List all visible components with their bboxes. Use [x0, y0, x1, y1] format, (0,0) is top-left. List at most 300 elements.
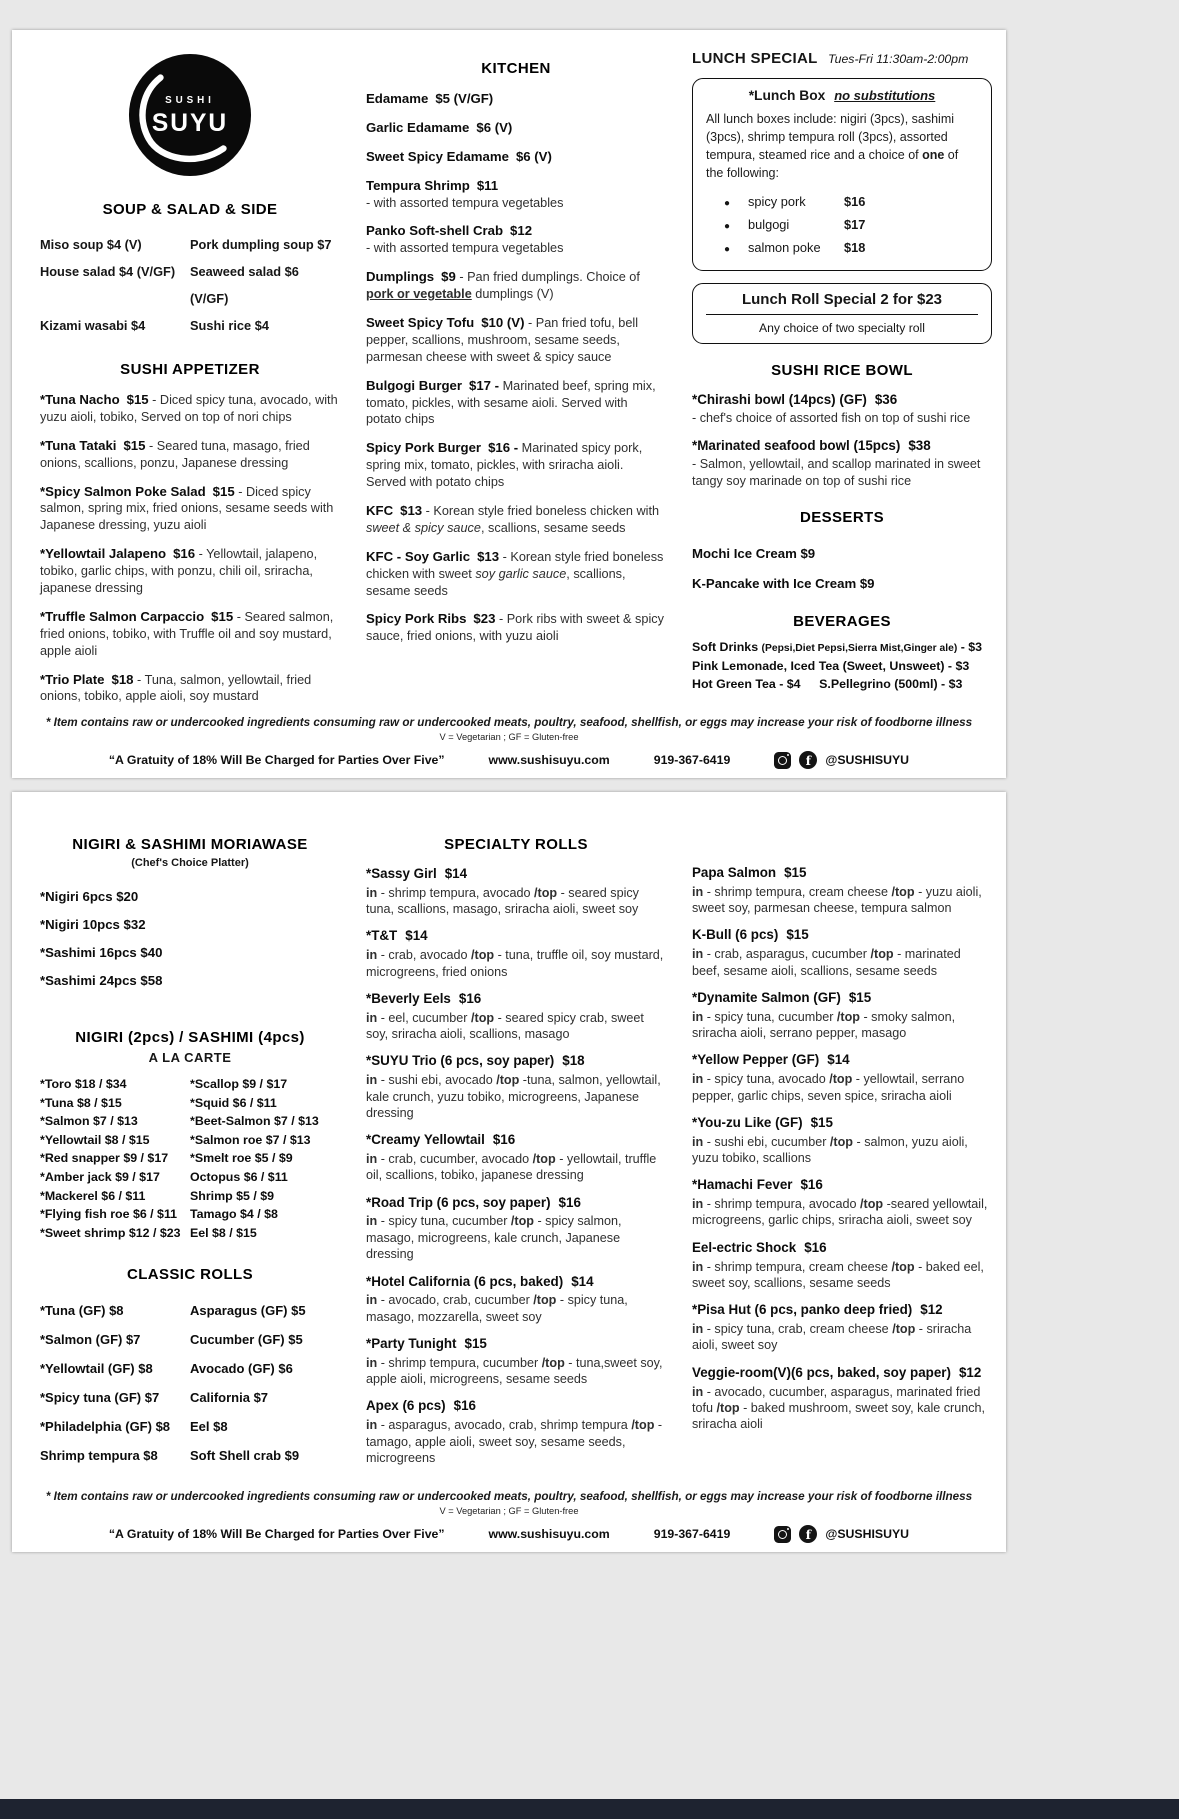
section-title-sushi-rice-bowl: SUSHI RICE BOWL [771, 361, 913, 379]
item-name: *Dynamite Salmon (GF) [692, 989, 841, 1005]
logo-text-suyu: SUYU [151, 109, 229, 137]
menu-item [366, 90, 666, 108]
item-name: Eel-ectric Shock [692, 1239, 797, 1255]
option-name: salmon poke [748, 239, 821, 255]
menu-cell: *Scallop $9 / $17 [190, 1077, 288, 1091]
menu-row [40, 312, 340, 339]
menu-item [40, 437, 340, 472]
lunch-box-title: *Lunch Box [748, 88, 826, 103]
gratuity-note: “A Gratuity of 18% Will Be Charged for Parties Over Five” [108, 753, 445, 767]
menu-cell: Pork dumpling soup $7 [190, 237, 332, 252]
menu-item [366, 1336, 666, 1387]
item-name: *You-zu Like (GF) [692, 1114, 803, 1130]
lunch-box-title-line [706, 88, 978, 103]
item-price: $16 [173, 546, 196, 562]
menu-cell: *Flying fish roe $6 / $11 [40, 1207, 178, 1222]
item-price: $16 [458, 990, 482, 1006]
item-name: Panko Soft-shell Crab [366, 223, 504, 239]
item-name: *Pisa Hut (6 pcs, panko deep fried) [692, 1302, 913, 1318]
item-name-line [692, 1052, 992, 1069]
item-price: $5 (V/GF) [435, 91, 494, 106]
lunch-roll-special-panel [692, 283, 992, 344]
menu-row [40, 1131, 340, 1150]
item-price: $10 (V) [481, 315, 525, 331]
menu-cell: *Sweet shrimp $12 / $23 [40, 1225, 181, 1240]
lunch-special-title: LUNCH SPECIAL [692, 50, 818, 67]
lunch-box-note: no substitutions [834, 88, 936, 103]
menu-item [692, 392, 992, 427]
item-description: - Yellowtail, jalapeno, tobiko, garlic chips, with ponzu, chili oil, sriracha, japanese dressing [40, 547, 318, 596]
item-name: *Hotel California (6 pcs, baked) [366, 1273, 564, 1289]
item-name: Spicy Pork Ribs [366, 611, 467, 627]
item-price: $9 [441, 269, 456, 285]
menu-cell: *Amber jack $9 / $17 [40, 1169, 160, 1184]
item-name: *Spicy Salmon Poke Salad [40, 483, 206, 499]
item-price: $15 [126, 392, 149, 407]
item-name: *Marinated seafood bowl (15pcs) [692, 437, 901, 453]
section-title-classic-rolls: CLASSIC ROLLS [126, 1266, 254, 1284]
lunch-box-option [724, 237, 978, 260]
menu-item [366, 222, 666, 257]
lunch-special-header [692, 50, 992, 68]
item-price: $16 [492, 1132, 516, 1148]
item-name: Veggie-room(V)(6 pcs, baked, soy paper) [692, 1364, 951, 1380]
item-name: *Yellowtail Jalapeno [40, 546, 167, 562]
menu-cell: Cucumber (GF) $5 [190, 1332, 303, 1348]
item-name: *Party Tunight [366, 1336, 457, 1351]
item-description: - Diced spicy tuna, avocado, with yuzu aioli, tobiko, Served on top of nori chips [40, 393, 338, 424]
item-description: - chef's choice of assorted fish on top of sushi rice [692, 411, 971, 426]
item-description: - with assorted tempura vegetables [366, 195, 564, 210]
column-specialty-b [692, 820, 992, 1477]
menu-item [366, 119, 666, 137]
item-name-line [692, 1240, 992, 1257]
item-description: - with assorted tempura vegetables [366, 241, 564, 256]
menu-cell: Sushi rice $4 [190, 318, 269, 333]
menu-row [40, 258, 340, 312]
item-price: $14 [827, 1052, 850, 1068]
menu-cell: Octopus $6 / $11 [190, 1169, 288, 1184]
item-name-line [366, 1053, 666, 1070]
item-name-line [692, 1115, 992, 1132]
item-name-line [366, 866, 666, 883]
item-name: Garlic Edamame [366, 119, 470, 135]
menu-item [40, 391, 340, 426]
menu-item [692, 990, 992, 1041]
item-description: in - avocado, cucumber, asparagus, marinated fried tofu /top - baked mushroom, sweet soy, kale crunch, sriracha aioli [692, 1384, 986, 1432]
item-description: Marinated spicy pork, spring mix, tomato, pickles, with sriracha aioli. Served with potato chips [366, 441, 643, 490]
item-price: $12 [958, 1364, 982, 1380]
menu-cell: Eel $8 [190, 1419, 228, 1435]
option-name: spicy pork [748, 193, 806, 209]
menu-item [40, 671, 340, 706]
menu-item [366, 1274, 666, 1325]
item-name: *Sassy Girl [366, 866, 437, 881]
bullet-icon: ● [724, 243, 731, 255]
menu-item [692, 438, 992, 489]
page1-columns [12, 30, 1006, 716]
rice-bowl-list [692, 392, 992, 490]
menu-row [40, 231, 340, 258]
lunch-box-option [724, 191, 978, 214]
menu-row [40, 1094, 340, 1113]
item-price: $15 [212, 483, 235, 499]
item-description: - Korean style fried boneless chicken with sweet & spicy sauce, scallions, sesame seeds [366, 504, 660, 535]
menu-item [366, 268, 666, 303]
item-name-line [366, 1132, 666, 1149]
item-name: Bulgogi Burger [366, 377, 462, 393]
menu-cell: *Smelt roe $5 / $9 [190, 1151, 293, 1166]
item-name: *Truffle Salmon Carpaccio [40, 608, 205, 624]
lunch-box-option [724, 214, 978, 237]
menu-cell: House salad $4 (V/GF) [40, 264, 176, 279]
menu-item [366, 314, 666, 366]
menu-page-1 [12, 30, 1006, 778]
menu-cell: Asparagus (GF) $5 [190, 1303, 306, 1319]
menu-cell: *Mackerel $6 / $11 [40, 1188, 146, 1203]
item-description: - Pork ribs with sweet & spicy sauce, fried onions, with yuzu aioli [366, 612, 664, 644]
specialty-rolls-list-a [366, 866, 666, 1466]
item-price: $15 [848, 989, 872, 1005]
menu-row [40, 1205, 340, 1224]
section-title-soup-salad-side: SOUP & SALAD & SIDE [102, 201, 278, 218]
menu-cell: Miso soup $4 (V) [40, 237, 142, 252]
menu-item [692, 1115, 992, 1166]
menu-cell: *Salmon (GF) $7 [40, 1332, 141, 1348]
website-text: www.sushisuyu.com [488, 1527, 610, 1541]
item-name: *Creamy Yellowtail [366, 1132, 485, 1148]
menu-item [692, 865, 992, 916]
item-price: $23 [473, 611, 496, 627]
taskbar-strip [0, 1799, 1179, 1819]
social-handle: @SUSHISUYU [825, 753, 910, 767]
alacarte-subtitle: A LA CARTE [148, 1050, 232, 1065]
item-name: *Tuna Nacho [40, 392, 120, 407]
item-name: Tempura Shrimp [366, 177, 470, 193]
item-description: - Pan fried tofu, bell pepper, scallions, mushroom, sesame seeds, parmesan cheese with sweet & spicy sauce [366, 316, 639, 364]
item-name: *SUYU Trio (6 pcs, soy paper) [366, 1053, 555, 1069]
option-price: $18 [844, 239, 866, 255]
item-price: $13 [400, 503, 423, 519]
menu-item [366, 439, 666, 491]
page1-footer [12, 716, 1006, 769]
menu-row [40, 1383, 340, 1412]
item-price: $16 [804, 1239, 827, 1255]
item-price: $36 [874, 391, 898, 407]
menu-item [366, 1053, 666, 1121]
item-name: Dumplings [366, 269, 435, 285]
website-text: www.sushisuyu.com [488, 753, 610, 767]
menu-cell: Seaweed salad $6 (V/GF) [190, 264, 299, 306]
item-name: *Chirashi bowl (14pcs) (GF) [692, 391, 867, 407]
item-name: Apex (6 pcs) [366, 1398, 446, 1414]
item-name-line [366, 1274, 666, 1291]
sushi-appetizer-list [40, 391, 340, 705]
menu-item [692, 1240, 992, 1291]
menu-item [366, 377, 666, 429]
menu-item [366, 991, 666, 1042]
menu-row [40, 1149, 340, 1168]
item-name: Edamame [366, 91, 429, 106]
suyu-logo-image [127, 52, 253, 178]
menu-cell: *Salmon roe $7 / $13 [190, 1132, 311, 1147]
item-description: - Salmon, yellowtail, and scallop marinated in sweet tangy soy marinade on top of sushi rice [692, 457, 981, 488]
menu-page-2 [12, 792, 1006, 1552]
lunch-roll-special-title: Lunch Roll Special 2 for $23 [741, 290, 943, 308]
item-name: *Hamachi Fever [692, 1177, 793, 1193]
legend-text: V = Vegetarian ; GF = Gluten-free [439, 1506, 579, 1516]
item-price: $18 [111, 671, 134, 687]
item-name: K-Bull (6 pcs) [692, 927, 779, 943]
soup-salad-list [40, 231, 340, 339]
menu-item [366, 502, 666, 537]
beverages-list [692, 638, 992, 694]
menu-item [692, 1177, 992, 1228]
item-price: $15 [211, 608, 234, 624]
item-price: $38 [908, 437, 931, 453]
menu-row [40, 1325, 340, 1354]
footer-info-row [12, 751, 1006, 769]
item-description: in - crab, cucumber, avocado /top - yellowtail, truffle oil, scallions, tobiko, japanese dressing [366, 1151, 657, 1183]
item-description: in - sushi ebi, cucumber /top - salmon, yuzu aioli, yuzu tobiko, scallions [692, 1134, 968, 1165]
item-description: - Diced spicy salmon, spring mix, fried onions, sesame seeds with Japanese dressing, yuzu aioli [40, 484, 334, 533]
menu-cell: Shrimp tempura $8 [40, 1448, 158, 1464]
column-lunch [692, 44, 992, 716]
menu-cell: Tamago $4 / $8 [190, 1207, 278, 1222]
menu-row [40, 1075, 340, 1094]
item-description: in - spicy tuna, crab, cream cheese /top - sriracha aioli, sweet soy [692, 1322, 972, 1353]
item-name: Sweet Spicy Edamame [366, 148, 509, 164]
item-price: $12 [510, 223, 533, 239]
item-price: $13 [477, 548, 500, 564]
menu-row [40, 1187, 340, 1206]
item-price: $15 [810, 1114, 833, 1130]
bullet-icon: ● [724, 197, 731, 209]
menu-cell: *Tuna (GF) $8 [40, 1303, 124, 1319]
menu-line: Mochi Ice Cream $9 [692, 546, 816, 562]
menu-cell: Soft Shell crab $9 [190, 1448, 300, 1464]
gratuity-note: “A Gratuity of 18% Will Be Charged for Parties Over Five” [108, 1527, 445, 1541]
item-name: *Trio Plate [40, 671, 105, 687]
legend-text: V = Vegetarian ; GF = Gluten-free [439, 732, 579, 742]
column-kitchen [366, 44, 666, 716]
raw-food-disclaimer: * Item contains raw or undercooked ingredients consuming raw or undercooked meats, poultry, seafood, shellfish, or eggs may increase your risk of foodborne illness [45, 1490, 973, 1503]
item-description: in - shrimp tempura, avocado /top -seared yellowtail, microgreens, garlic chips, sriracha aioli, sweet soy [692, 1197, 988, 1228]
social-handle-group [774, 751, 909, 769]
moriawase-list [40, 883, 340, 995]
item-price: $16 [453, 1398, 476, 1414]
item-price: $6 (V) [476, 119, 513, 135]
instagram-icon [774, 752, 791, 769]
item-name-line [692, 1302, 992, 1319]
lunch-roll-special-subtitle: Any choice of two specialty roll [706, 314, 978, 335]
item-description: - Korean style fried boneless chicken with sweet soy garlic sauce, scallions, sesame seeds [366, 549, 664, 598]
item-name: *T&T [366, 928, 398, 944]
item-price: $12 [920, 1302, 943, 1318]
menu-item [366, 1132, 666, 1183]
item-price: $17 - [468, 377, 500, 393]
classic-rolls-list [40, 1296, 340, 1470]
item-description: in - eel, cucumber /top - seared spicy crab, sweet soy, sriracha aioli, scallions, masago [366, 1010, 644, 1042]
menu-cell: *Squid $6 / $11 [190, 1095, 277, 1110]
menu-item [366, 148, 666, 166]
menu-line: Soft Drinks (Pepsi,Diet Pepsi,Sierra Mist,Ginger ale) - $3 [692, 640, 983, 655]
facebook-icon [799, 751, 817, 769]
facebook-icon [799, 1525, 817, 1543]
menu-row [40, 1112, 340, 1131]
menu-cell: Kizami wasabi $4 [40, 318, 146, 333]
menu-cell: Shrimp $5 / $9 [190, 1188, 275, 1203]
menu-item [366, 177, 666, 212]
option-price: $17 [844, 216, 866, 232]
section-title-sushi-appetizer: SUSHI APPETIZER [120, 361, 260, 378]
menu-cell: California $7 [190, 1390, 269, 1406]
item-name-line [692, 1365, 992, 1382]
menu-item [366, 548, 666, 600]
item-name: KFC - Soy Garlic [366, 548, 471, 564]
menu-line: *Nigiri 10pcs $32 [40, 917, 146, 932]
menu-row [40, 1296, 340, 1325]
item-price: $6 (V) [515, 148, 552, 164]
menu-item [366, 1195, 666, 1263]
item-description: in - spicy tuna, avocado /top - yellowtail, serrano pepper, garlic chips, seven spice, sriracha aioli [692, 1072, 965, 1103]
section-title-specialty-rolls: SPECIALTY ROLLS [444, 836, 588, 853]
raw-food-disclaimer: * Item contains raw or undercooked ingredients consuming raw or undercooked meats, poultry, seafood, shellfish, or eggs may increase your risk of foodborne illness [45, 716, 973, 729]
menu-line: *Sashimi 16pcs $40 [40, 945, 163, 960]
menu-cell: *Yellowtail $8 / $15 [40, 1132, 150, 1147]
item-description: in - shrimp tempura, cream cheese /top - baked eel, sweet soy, scallions, sesame seeds [692, 1259, 984, 1290]
menu-item [40, 545, 340, 597]
section-title-moriawase: NIGIRI & SASHIMI MORIAWASE [72, 836, 308, 853]
menu-line: Pink Lemonade, Iced Tea (Sweet, Unsweet) - $3 [692, 658, 970, 673]
item-description: in - crab, asparagus, cucumber /top - marinated beef, sesame aioli, scallions, sesame seeds [692, 947, 961, 978]
item-name-line [366, 1195, 666, 1212]
item-name-line [692, 392, 992, 409]
suyu-logo [40, 52, 340, 183]
item-name: Papa Salmon [692, 865, 777, 880]
lunch-box-options [706, 191, 978, 260]
section-title-alacarte: NIGIRI (2pcs) / SASHIMI (4pcs) [75, 1029, 305, 1046]
item-name-line [366, 1336, 666, 1353]
item-price: $14 [444, 866, 468, 881]
section-title-desserts: DESSERTS [799, 509, 885, 527]
social-handle: @SUSHISUYU [825, 1527, 910, 1541]
section-title-beverages: BEVERAGES [793, 613, 891, 631]
item-description: - Seared tuna, masago, fried onions, scallions, ponzu, Japanese dressing [40, 438, 310, 470]
lunch-box-panel [692, 78, 992, 271]
item-name: *Yellow Pepper (GF) [692, 1052, 820, 1068]
item-description: - Seared salmon, fried onions, tobiko, with Truffle oil and soy mustard, apple aioli [40, 609, 334, 658]
item-description: in - crab, avocado /top - tuna, truffle oil, soy mustard, microgreens, fried onions [366, 948, 664, 979]
item-price: $14 [571, 1273, 594, 1289]
menu-line: Hot Green Tea - $4 S.Pellegrino (500ml) - $3 [692, 677, 963, 692]
item-price: $18 [562, 1053, 585, 1069]
item-description: in - shrimp tempura, avocado /top - seared spicy tuna, scallions, masago, sriracha aioli, sweet soy [366, 885, 639, 917]
item-name-line [692, 927, 992, 944]
menu-item [366, 928, 666, 979]
item-price: $16 [558, 1194, 581, 1210]
menu-cell: *Beet-Salmon $7 / $13 [190, 1114, 319, 1129]
page2-footer [12, 1490, 1006, 1543]
item-description: Marinated beef, spring mix, tomato, pickles, with sesame aioli. Served with potato chips [366, 378, 656, 427]
item-name: *Road Trip (6 pcs, soy paper) [366, 1194, 551, 1210]
item-price: $15 [786, 927, 809, 943]
item-description: in - shrimp tempura, cucumber /top - tuna,sweet soy, apple aioli, microgreens, sesame seeds [366, 1355, 663, 1387]
item-price: $11 [476, 177, 499, 193]
item-name: Spicy Pork Burger [366, 440, 482, 456]
menu-item [692, 1365, 992, 1433]
menu-line: K-Pancake with Ice Cream $9 [692, 576, 875, 592]
item-price: $15 [464, 1336, 487, 1351]
column-left [40, 44, 340, 716]
menu-item [692, 1052, 992, 1103]
menu-line: *Nigiri 6pcs $20 [40, 889, 139, 904]
menu-line: *Sashimi 24pcs $58 [40, 973, 163, 988]
item-name-line [692, 990, 992, 1007]
logo-text-sushi: SUSHI [165, 95, 215, 107]
menu-cell: *Tuna $8 / $15 [40, 1095, 122, 1110]
lunch-special-hours: Tues-Fri 11:30am-2:00pm [828, 52, 969, 66]
menu-cell: Avocado (GF) $6 [190, 1361, 293, 1377]
item-name-line [366, 1398, 666, 1415]
kitchen-list [366, 90, 666, 645]
item-price: $16 - [488, 440, 519, 456]
menu-cell: *Salmon $7 / $13 [40, 1114, 138, 1129]
menu-item [366, 1398, 666, 1466]
menu-cell: *Spicy tuna (GF) $7 [40, 1390, 160, 1406]
column-nigiri-sashimi [40, 820, 340, 1477]
item-description: in - shrimp tempura, cream cheese /top - yuzu aioli, sweet soy, parmesan cheese, tempura salmon [692, 884, 982, 916]
menu-row [40, 1354, 340, 1383]
option-price: $16 [844, 193, 866, 209]
menu-item [692, 1302, 992, 1353]
menu-item [692, 927, 992, 978]
menu-item [40, 608, 340, 660]
lunch-box-description: All lunch boxes include: nigiri (3pcs), sashimi (3pcs), shrimp tempura roll (3pcs), assorted tempura, steamed rice and a choice of one of the following: [706, 112, 959, 181]
menu-row [40, 1412, 340, 1441]
social-handle-group [774, 1525, 909, 1543]
menu-row [40, 1224, 340, 1243]
bullet-icon: ● [724, 220, 731, 232]
item-price: $15 [123, 437, 146, 453]
item-description: - Tuna, salmon, yellowtail, fried onions, tobiko, apple aioli, soy mustard [40, 672, 312, 704]
item-description: - Pan fried dumplings. Choice of pork or vegetable dumplings (V) [366, 270, 640, 302]
item-price: $15 [784, 865, 807, 880]
item-name-line [366, 991, 666, 1008]
page2-columns [12, 792, 1006, 1477]
item-description: in - spicy tuna, cucumber /top - spicy salmon, masago, microgreens, kale crunch, Japanese dressing [366, 1214, 622, 1262]
menu-cell: *Toro $18 / $34 [40, 1077, 127, 1091]
option-name: bulgogi [748, 216, 790, 232]
moriawase-subtitle: (Chef's Choice Platter) [131, 857, 249, 869]
menu-cell: Eel $8 / $15 [190, 1225, 257, 1240]
item-description: in - asparagus, avocado, crab, shrimp tempura /top - tamago, apple aioli, sweet soy, sesame seeds, microgreens [366, 1418, 663, 1465]
alacarte-list [40, 1075, 340, 1242]
instagram-icon [774, 1526, 791, 1543]
specialty-rolls-list-b [692, 865, 992, 1433]
menu-item [366, 610, 666, 645]
menu-item [40, 483, 340, 535]
item-name: *Beverly Eels [366, 990, 451, 1006]
item-name: KFC [366, 503, 394, 519]
section-title-kitchen: KITCHEN [481, 60, 551, 77]
item-price: $16 [800, 1177, 823, 1193]
item-name: *Tuna Tataki [40, 437, 117, 453]
column-specialty-a [366, 820, 666, 1477]
menu-row [40, 1441, 340, 1470]
item-name-line [692, 1177, 992, 1194]
item-name-line [366, 928, 666, 945]
